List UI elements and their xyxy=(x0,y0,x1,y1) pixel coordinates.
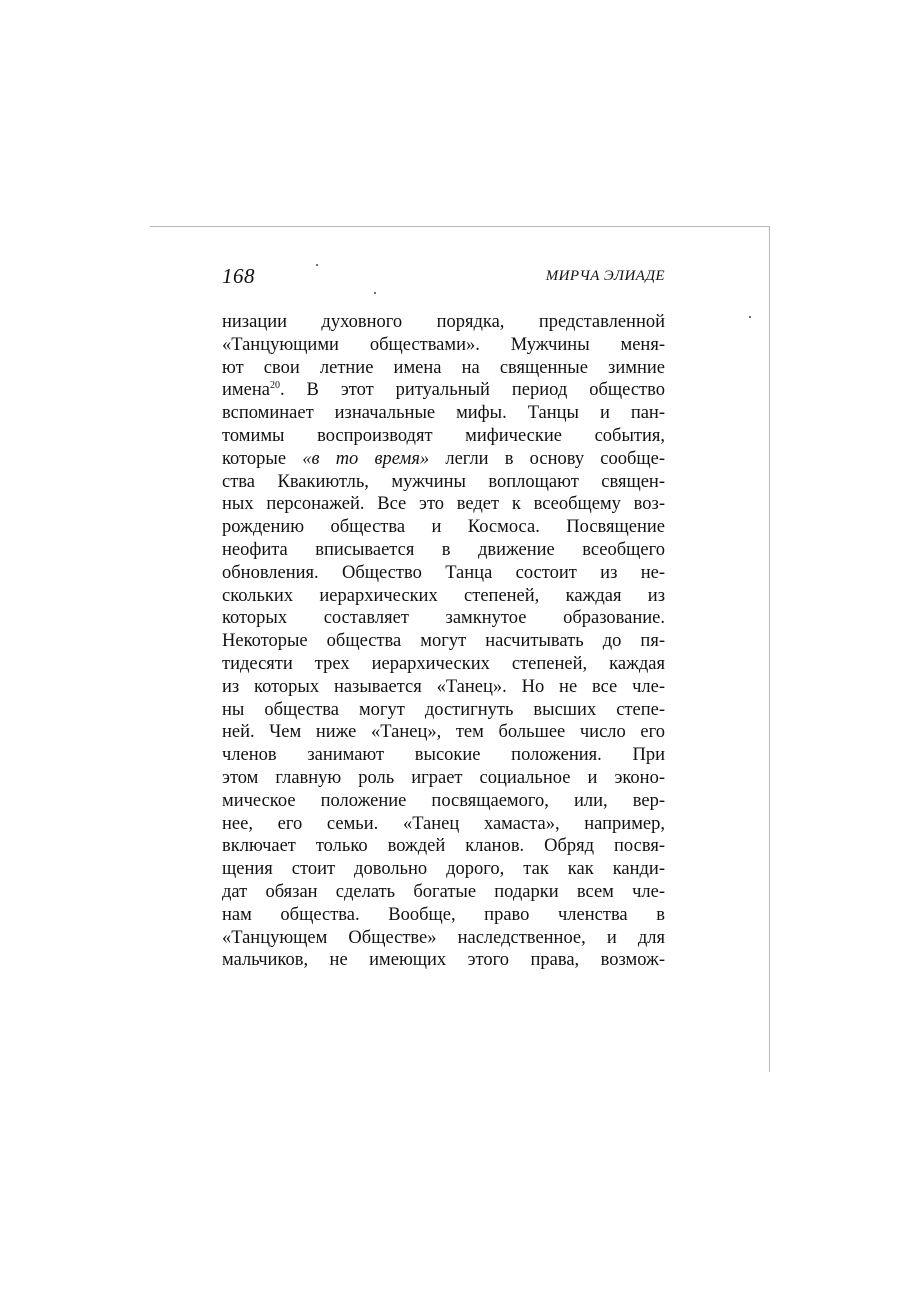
italic-phrase: «в то время» xyxy=(302,448,430,469)
text-line: ней. Чем ниже «Танец», тем большее число его xyxy=(222,722,665,743)
text-line: которых составляет замкнутое образование. xyxy=(222,608,665,629)
text-line: ства Квакиютль, мужчины воплощают священ- xyxy=(222,471,665,492)
text-line: низации духовного порядка, представленной xyxy=(222,312,665,332)
running-head xyxy=(222,262,665,298)
body-text xyxy=(222,311,665,972)
text-line: ют свои летние имена на священные зимние xyxy=(222,357,665,378)
text-line xyxy=(222,379,665,402)
text-line: «Танцующем Обществе» наследственное, и для xyxy=(222,927,665,948)
text-line: томимы воспроизводят мифические события, xyxy=(222,425,665,446)
text-line: ны общества могут достигнуть высших степе- xyxy=(222,699,665,720)
text-line: «Танцующими обществами». Мужчины меня- xyxy=(222,334,665,355)
text-line: обновления. Общество Танца состоит из не- xyxy=(222,562,665,583)
scan-speck xyxy=(374,292,376,294)
text-line: тидесяти трех иерархических степеней, каждая xyxy=(222,653,665,674)
text-line: мальчиков, не имеющих этого права, возмож- xyxy=(222,950,665,971)
text-line: вспоминает изначальные мифы. Танцы и пан- xyxy=(222,403,665,424)
text-line: из которых называется «Танец». Но не все чле- xyxy=(222,676,665,697)
text-fragment: . В этот ритуальный период общество xyxy=(279,380,665,401)
text-line: рождению общества и Космоса. Посвящение xyxy=(222,517,665,538)
text-fragment: которые xyxy=(222,448,287,469)
footnote-marker: 20 xyxy=(269,380,280,392)
page-number: 168 xyxy=(222,264,255,288)
text-line: скольких иерархических степеней, каждая из xyxy=(222,585,665,606)
scan-speck xyxy=(749,316,751,318)
text-line: членов занимают высокие положения. При xyxy=(222,745,665,766)
text-line: щения стоит довольно дорого, так как канди- xyxy=(222,859,665,880)
text-line: нее, его семьи. «Танец хамаста», например, xyxy=(222,813,665,834)
text-fragment: легли в основу сообще- xyxy=(429,448,665,469)
page-border-right xyxy=(769,226,770,1072)
text-line: нам общества. Вообще, право членства в xyxy=(222,904,665,925)
text-line: неофита вписывается в движение всеобщего xyxy=(222,539,665,560)
text-line xyxy=(222,448,665,471)
text-line: этом главную роль играет социальное и эконо- xyxy=(222,767,665,788)
running-head-author: МИРЧА ЭЛИАДЕ xyxy=(545,268,665,284)
text-fragment: имена xyxy=(222,380,270,401)
text-line: включает только вождей кланов. Обряд посвя- xyxy=(222,836,665,857)
scan-speck xyxy=(316,264,318,266)
text-line: Некоторые общества могут насчитывать до пя- xyxy=(222,631,665,652)
text-line: дат обязан сделать богатые подарки всем чле- xyxy=(222,881,665,902)
page-border-top xyxy=(150,226,770,227)
text-line: мическое положение посвящаемого, или, вер- xyxy=(222,790,665,811)
text-line: ных персонажей. Все это ведет к всеобщему воз- xyxy=(222,494,665,515)
